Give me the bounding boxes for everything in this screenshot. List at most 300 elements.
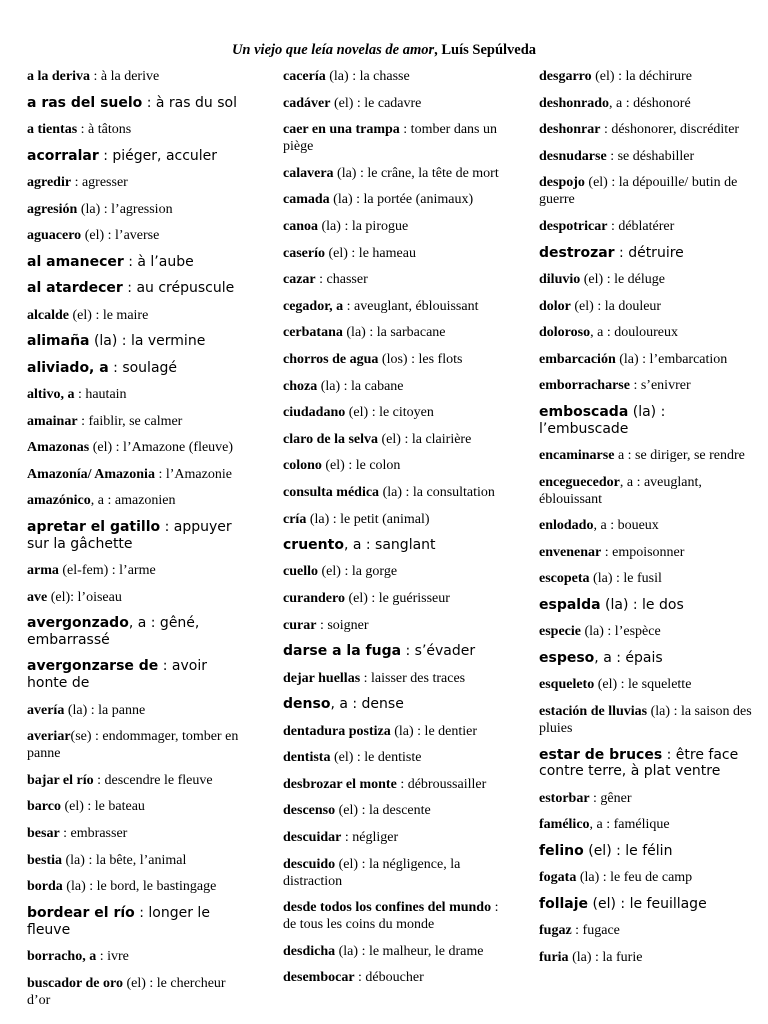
french-translation: : épais	[611, 650, 663, 667]
french-translation: : gêner	[589, 790, 632, 806]
vocab-entry	[283, 271, 505, 288]
spanish-term: enlodado	[539, 518, 594, 534]
grammar-note: , a	[330, 696, 348, 713]
grammar-note: , a	[619, 474, 634, 490]
french-translation: : l’oiseau	[70, 589, 122, 605]
spanish-term: descenso	[283, 803, 336, 819]
spanish-term: emboscada	[539, 403, 629, 420]
french-translation: : endommager, tomber en panne	[27, 729, 239, 762]
grammar-note: (el)	[591, 69, 615, 84]
french-translation: : la gorge	[340, 564, 398, 580]
spanish-term: Amazonas	[27, 440, 90, 456]
french-translation: : la sarbacane	[365, 325, 446, 341]
grammar-note: (el)	[47, 589, 71, 605]
french-translation: : la consultation	[402, 484, 495, 500]
spanish-term: desde todos los confines del mundo	[283, 900, 492, 916]
vocab-entry	[283, 899, 505, 933]
grammar-note: (la)	[379, 484, 402, 500]
french-translation: : le malheur, le drame	[358, 943, 484, 959]
french-translation: : être face contre terre, à plat ventre	[539, 746, 739, 780]
author-name: , Luís Sepúlveda	[434, 42, 537, 58]
spanish-term: ave	[27, 589, 48, 605]
french-translation: : à l’aube	[123, 253, 194, 270]
french-translation: : détruire	[614, 244, 684, 261]
vocab-entry	[283, 431, 505, 448]
vocab-entry	[539, 623, 759, 640]
french-translation: : à ras du sol	[142, 94, 237, 111]
vocab-entry	[539, 218, 759, 235]
spanish-term: dolor	[539, 298, 571, 314]
spanish-term: dentadura postiza	[283, 723, 391, 739]
vocab-entry	[27, 466, 249, 483]
vocab-entry	[283, 643, 505, 660]
grammar-note: (el)	[330, 95, 354, 111]
grammar-note: a	[614, 448, 625, 464]
spanish-term: especie	[539, 624, 581, 640]
french-translation: : piéger, acculer	[98, 147, 218, 164]
french-translation: : l’espèce	[603, 624, 661, 640]
french-translation: : l’embarcation	[638, 351, 728, 367]
vocab-entry	[283, 969, 505, 986]
grammar-note: (el)	[580, 271, 604, 287]
vocab-entry	[27, 227, 249, 244]
vocab-entry	[283, 511, 505, 528]
grammar-note: (el)	[330, 750, 354, 766]
spanish-term: a tientas	[27, 121, 78, 137]
spanish-term: furia	[539, 949, 569, 965]
spanish-term: Amazonía/ Amazonia	[27, 466, 155, 482]
vocab-entry	[27, 615, 249, 649]
spanish-term: caer en una trampa	[283, 122, 400, 138]
french-translation: : de tous les coins du monde	[283, 900, 499, 933]
grammar-note: (la)	[329, 192, 353, 208]
french-translation: : douloureux	[603, 325, 678, 341]
vocab-entry	[539, 517, 759, 534]
spanish-term: cazar	[283, 272, 316, 288]
spanish-term: estar de bruces	[539, 746, 663, 763]
spanish-term: consulta médica	[283, 484, 380, 500]
french-translation: : s’évader	[401, 643, 476, 660]
vocab-entry	[27, 121, 249, 138]
french-translation: : amazonien	[103, 493, 176, 509]
book-title: Un viejo que leía novelas de amor	[231, 42, 435, 58]
spanish-term: desgarro	[539, 69, 592, 84]
spanish-term: cría	[283, 511, 307, 527]
vocab-entry	[283, 723, 505, 740]
vocab-entry	[283, 298, 505, 315]
french-translation: : les flots	[407, 351, 463, 367]
french-translation: : chasser	[315, 272, 368, 288]
spanish-term: descuidar	[283, 830, 342, 846]
french-translation: : le fusil	[612, 571, 662, 587]
spanish-term: destrozar	[539, 244, 615, 261]
grammar-note: (el)	[570, 298, 594, 314]
french-translation: : laisser des traces	[360, 670, 466, 686]
vocab-entry	[27, 975, 249, 1009]
spanish-term: espalda	[539, 597, 601, 614]
spanish-term: encaminarse	[539, 448, 615, 464]
french-translation: : le maire	[91, 307, 149, 323]
french-translation: : hautain	[74, 386, 127, 402]
vocab-entry	[283, 829, 505, 846]
grammar-note: (la)	[306, 511, 330, 527]
french-translation: : déboucher	[354, 970, 424, 986]
spanish-term: estorbar	[539, 790, 590, 806]
vocab-entry	[283, 68, 505, 85]
vocab-column-3	[539, 68, 759, 976]
grammar-note: (se)	[70, 729, 92, 745]
french-translation: : le dos	[628, 597, 684, 614]
spanish-term: al atardecer	[27, 280, 123, 297]
french-translation: : l’agression	[100, 201, 173, 217]
vocab-entry	[283, 776, 505, 793]
grammar-note: (el)	[378, 431, 401, 447]
french-translation: : appuyer sur la gâchette	[27, 518, 232, 552]
vocab-entry	[27, 878, 249, 895]
spanish-term: estación de lluvias	[539, 704, 648, 720]
spanish-term: aguacero	[27, 228, 82, 244]
vocab-entry	[27, 201, 249, 218]
vocab-entry	[27, 728, 249, 762]
vocab-entry	[27, 333, 249, 350]
grammar-note: (el)	[594, 677, 618, 693]
vocab-entry	[27, 658, 249, 692]
vocab-entry	[27, 852, 249, 869]
vocab-entry	[539, 949, 759, 966]
french-translation: : la descente	[358, 803, 431, 819]
french-translation: : la chasse	[348, 69, 410, 84]
vocab-entry	[539, 324, 759, 341]
grammar-note: (la)	[390, 723, 414, 739]
grammar-note: (la)	[317, 378, 341, 394]
grammar-note: , a	[589, 817, 603, 833]
vocab-entry	[539, 869, 759, 886]
spanish-term: al amanecer	[27, 253, 124, 270]
french-translation: : le bateau	[83, 799, 145, 815]
spanish-term: altivo, a	[27, 386, 75, 402]
vocab-entry	[27, 307, 249, 324]
vocab-entry	[27, 905, 249, 939]
spanish-term: cerbatana	[283, 325, 343, 341]
french-translation: : l’arme	[108, 563, 156, 579]
spanish-term: diluvio	[539, 271, 581, 287]
vocab-column-1	[27, 68, 249, 1018]
vocab-entry	[539, 271, 759, 288]
french-translation: : le feuillage	[615, 896, 707, 912]
french-translation: : sanglant	[361, 537, 436, 554]
grammar-note: (la)	[335, 943, 359, 959]
french-translation: : à tâtons	[77, 121, 132, 137]
french-translation: : l’embuscade	[539, 403, 666, 437]
vocab-entry	[283, 404, 505, 421]
vocab-entry	[539, 121, 759, 138]
spanish-term: follaje	[539, 896, 589, 912]
french-translation: : la douleur	[593, 298, 662, 314]
spanish-term: doloroso	[539, 325, 591, 341]
french-translation: : le hameau	[347, 245, 416, 261]
vocab-entry	[283, 749, 505, 766]
grammar-note: (el)	[89, 440, 113, 456]
vocab-entry	[27, 280, 249, 297]
vocab-entry	[539, 174, 759, 208]
french-translation: : faiblir, se calmer	[77, 413, 183, 429]
vocab-entry	[539, 790, 759, 807]
french-translation: : se déshabiller	[606, 148, 695, 164]
french-translation: : soulagé	[108, 359, 178, 376]
grammar-note: (la)	[647, 704, 671, 720]
french-translation: : la dépouille/ butin de guerre	[539, 175, 738, 208]
french-translation: : la portée (animaux)	[352, 192, 474, 208]
vocab-entry	[539, 650, 759, 667]
vocab-entry	[539, 245, 759, 262]
vocab-entry	[283, 590, 505, 607]
spanish-term: deshonrar	[539, 122, 601, 138]
spanish-term: avergonzado	[27, 615, 129, 632]
french-translation: : gêné, embarrassé	[27, 615, 200, 649]
spanish-term: a ras del suelo	[27, 94, 143, 111]
vocab-entry	[283, 563, 505, 580]
grammar-note: (la)	[615, 351, 639, 367]
spanish-term: canoa	[283, 218, 318, 234]
french-translation: : avoir honte de	[27, 658, 208, 692]
french-translation: : à la derive	[90, 69, 160, 84]
vocab-entry	[283, 378, 505, 395]
vocab-entry	[283, 95, 505, 112]
french-translation: : le colon	[344, 458, 401, 474]
vocab-entry	[539, 298, 759, 315]
spanish-term: colono	[283, 458, 322, 474]
grammar-note: (la)	[89, 333, 118, 350]
spanish-term: agredir	[27, 174, 72, 190]
french-translation: : le dentiste	[353, 750, 422, 766]
spanish-term: enceguecedor	[539, 474, 620, 490]
spanish-term: claro de la selva	[283, 431, 379, 447]
spanish-term: famélico	[539, 817, 590, 833]
french-translation: : déshonoré	[622, 95, 691, 111]
vocab-entry	[283, 537, 505, 554]
spanish-term: agresión	[27, 201, 78, 217]
grammar-note: (la)	[62, 879, 86, 895]
spanish-term: aliviado, a	[27, 359, 109, 376]
french-translation: : l’Amazonie	[154, 466, 232, 482]
vocab-entry	[27, 386, 249, 403]
french-translation: : le bord, le bastingage	[85, 879, 217, 895]
grammar-note: (el)	[60, 799, 84, 815]
vocab-entry	[539, 544, 759, 561]
grammar-note: (el)	[69, 307, 92, 323]
french-translation: : agresser	[71, 174, 128, 190]
grammar-note: (la)	[64, 702, 88, 718]
grammar-note: (el)	[583, 843, 612, 860]
vocab-entry	[27, 360, 249, 377]
vocab-entry	[539, 597, 759, 614]
vocab-entry	[539, 404, 759, 438]
grammar-note: (el)	[81, 228, 105, 244]
spanish-term: denso	[283, 696, 331, 713]
vocab-entry	[283, 351, 505, 368]
vocab-entry	[27, 68, 249, 85]
spanish-term: caserío	[283, 245, 325, 261]
spanish-term: dentista	[283, 750, 331, 766]
french-translation: : descendre le fleuve	[93, 772, 213, 788]
french-translation: : dense	[347, 696, 404, 713]
french-translation: : la négligence, la distraction	[283, 856, 461, 889]
spanish-term: darse a la fuga	[283, 643, 402, 660]
grammar-note: , a	[594, 650, 612, 667]
spanish-term: averiar	[27, 729, 71, 745]
french-translation: : empoisonner	[601, 544, 685, 560]
french-translation: : le squelette	[617, 677, 692, 693]
page-title	[0, 42, 768, 59]
spanish-term: bordear el río	[27, 904, 135, 921]
french-translation: : le chercheur d’or	[27, 975, 226, 1008]
french-translation: : la déchirure	[614, 69, 692, 84]
grammar-note: (la)	[342, 325, 366, 341]
spanish-term: bestia	[27, 852, 62, 868]
spanish-term: choza	[283, 378, 318, 394]
spanish-term: acorralar	[27, 147, 99, 164]
vocab-entry	[283, 617, 505, 634]
vocab-entry	[539, 447, 759, 464]
vocab-entry	[539, 896, 759, 913]
french-translation: : débroussailler	[396, 776, 487, 792]
spanish-term: escopeta	[539, 571, 590, 587]
grammar-note: (la)	[576, 870, 600, 886]
spanish-term: embarcación	[539, 351, 616, 367]
grammar-note: (el)	[335, 803, 359, 819]
vocab-entry	[283, 191, 505, 208]
spanish-term: borda	[27, 879, 63, 895]
french-translation: : fugace	[571, 923, 620, 939]
spanish-term: alimaña	[27, 333, 90, 350]
vocab-entry	[539, 570, 759, 587]
french-translation: : ivre	[96, 948, 129, 964]
spanish-term: avería	[27, 702, 65, 718]
french-translation: : la pirogue	[340, 218, 409, 234]
french-translation: : soigner	[316, 617, 369, 633]
french-translation: : la bête, l’animal	[84, 852, 187, 868]
grammar-note: (el)	[588, 896, 616, 912]
vocab-entry	[27, 492, 249, 509]
vocab-column-2	[283, 68, 505, 996]
french-translation: : le feu de camp	[599, 870, 693, 886]
spanish-term: cadáver	[283, 95, 331, 111]
french-translation: : longer le fleuve	[27, 904, 210, 938]
vocab-entry	[27, 948, 249, 965]
spanish-term: fogata	[539, 870, 577, 886]
vocab-entry	[27, 174, 249, 191]
grammar-note: (la)	[600, 597, 629, 614]
vocab-entry	[539, 95, 759, 112]
grammar-note: (los)	[378, 351, 408, 367]
spanish-term: ciudadano	[283, 405, 346, 421]
vocab-entry	[539, 474, 759, 508]
french-translation: : se diriger, se rendre	[624, 448, 745, 464]
grammar-note: (el)	[122, 975, 146, 991]
vocab-entry	[27, 254, 249, 271]
spanish-term: bajar el río	[27, 772, 94, 788]
vocab-entry	[283, 484, 505, 501]
spanish-term: cacería	[283, 69, 326, 84]
french-translation: : déblatérer	[607, 218, 675, 234]
french-translation: : tomber dans un piège	[283, 122, 498, 155]
grammar-note: (la)	[580, 624, 604, 640]
spanish-term: alcalde	[27, 307, 69, 323]
grammar-note: (el-fem)	[58, 563, 109, 579]
spanish-term: a la deriva	[27, 69, 90, 84]
grammar-note: (el)	[584, 175, 608, 191]
french-translation: : le dentier	[413, 723, 478, 739]
spanish-term: amazónico	[27, 493, 91, 509]
vocab-entry	[283, 670, 505, 687]
french-translation: : la cabane	[340, 378, 404, 394]
vocab-entry	[283, 802, 505, 819]
spanish-term: cegador, a	[283, 298, 344, 314]
grammar-note: , a	[609, 95, 623, 111]
french-translation: : le déluge	[603, 271, 665, 287]
spanish-term: espeso	[539, 650, 595, 667]
grammar-note: (el)	[344, 591, 368, 607]
vocab-entry	[283, 457, 505, 474]
spanish-term: apretar el gatillo	[27, 518, 161, 535]
spanish-term: despotricar	[539, 218, 608, 234]
vocab-entry	[539, 747, 759, 781]
vocab-entry	[539, 843, 759, 860]
french-translation: : le crâne, la tête de mort	[356, 165, 499, 181]
french-translation: : la vermine	[117, 333, 206, 350]
french-translation: : la furie	[591, 949, 643, 965]
vocab-entry	[539, 676, 759, 693]
grammar-note: (la)	[628, 403, 657, 420]
spanish-term: fugaz	[539, 923, 572, 939]
vocab-entry	[283, 943, 505, 960]
vocab-entry	[539, 148, 759, 165]
spanish-term: amainar	[27, 413, 78, 429]
grammar-note: (el)	[335, 856, 359, 872]
spanish-term: besar	[27, 826, 60, 841]
french-translation: : le cadavre	[353, 95, 422, 111]
grammar-note: (la)	[325, 69, 349, 84]
vocab-entry	[27, 772, 249, 789]
french-translation: : aveuglant, éblouissant	[539, 474, 702, 507]
french-translation: : déshonorer, discréditer	[600, 122, 740, 138]
grammar-note: (la)	[568, 949, 592, 965]
french-translation: : le guérisseur	[367, 591, 450, 607]
grammar-note: , a	[128, 615, 147, 632]
grammar-note: (la)	[62, 852, 85, 868]
vocab-entry	[283, 856, 505, 890]
grammar-note: (el)	[318, 564, 341, 580]
vocab-entry	[539, 68, 759, 85]
grammar-note: (la)	[333, 165, 357, 181]
grammar-note: , a	[343, 537, 362, 554]
vocab-entry	[283, 696, 505, 713]
french-translation: : la panne	[87, 702, 146, 718]
grammar-note: (la)	[589, 571, 613, 587]
french-translation: : négliger	[341, 830, 399, 846]
grammar-note: (la)	[318, 218, 341, 234]
french-translation: : le félin	[611, 843, 673, 860]
grammar-note: (el)	[321, 458, 345, 474]
spanish-term: desnudarse	[539, 148, 607, 164]
vocab-entry	[539, 816, 759, 833]
vocab-entry	[27, 413, 249, 430]
vocab-entry	[539, 351, 759, 368]
spanish-term: deshonrado	[539, 95, 610, 111]
french-translation: : l’averse	[104, 228, 160, 244]
vocab-entry	[27, 148, 249, 165]
french-translation: : aveuglant, éblouissant	[343, 298, 479, 314]
